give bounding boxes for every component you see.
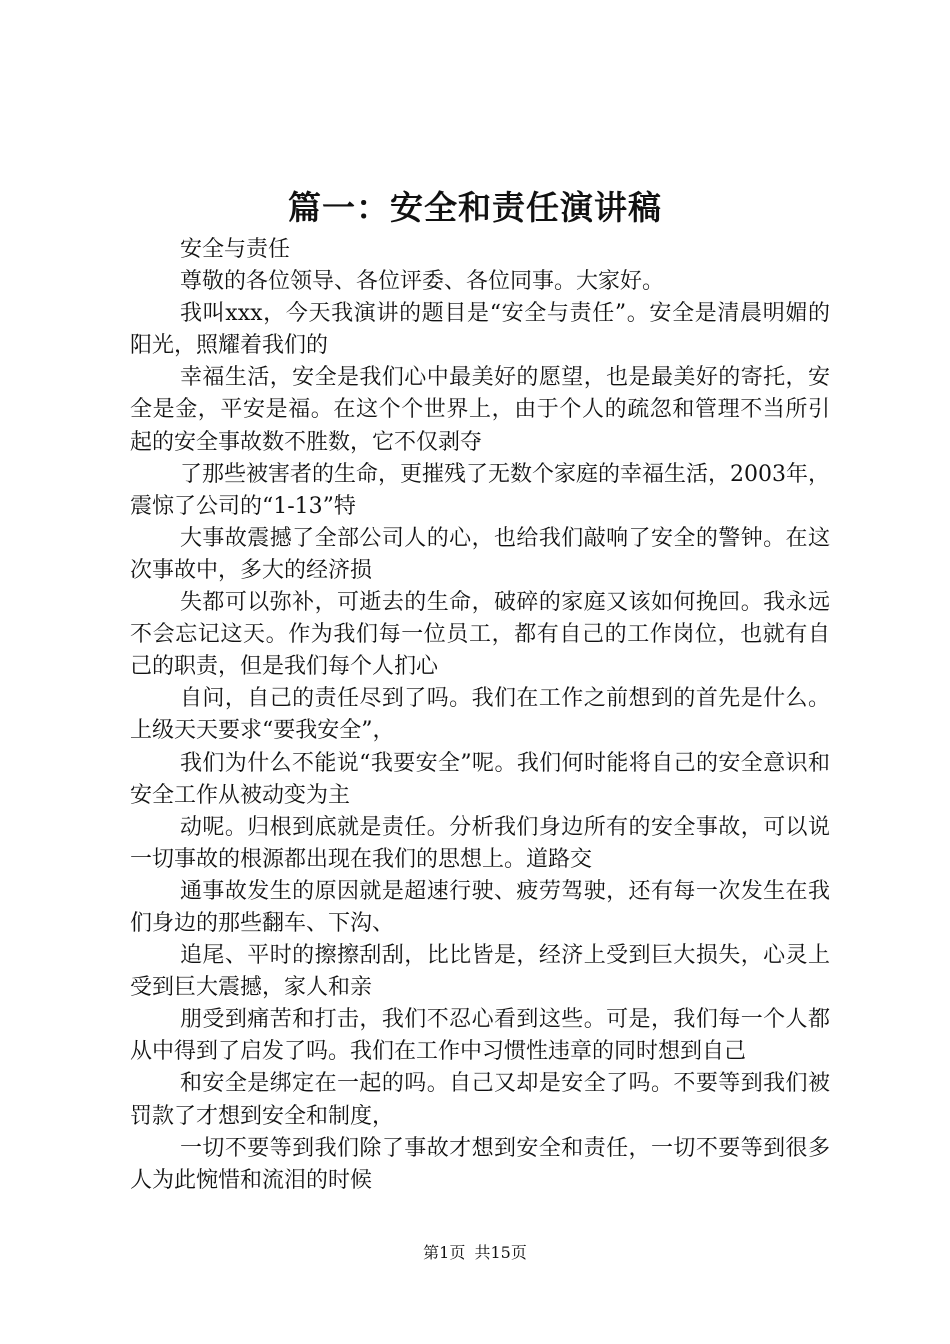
document-body — [130, 234, 830, 1197]
paragraph-subtitle: 安全与责任 — [180, 237, 291, 262]
document-title: 篇一：安全和责任演讲稿 — [288, 188, 662, 227]
paragraph: 了那些被害者的生命，更摧残了无数个家庭的幸福生活，2003年，震惊了公司的“1-13”特 — [130, 461, 830, 519]
paragraph: 和安全是绑定在一起的吗。自己又却是安全了吗。不要等到我们被罚款了才想到安全和制度， — [130, 1071, 830, 1129]
page-total: 共15页 — [474, 1243, 527, 1262]
paragraph: 动呢。归根到底就是责任。分析我们身边所有的安全事故，可以说一切事故的根源都出现在我们的思想上。道路交 — [130, 814, 830, 872]
paragraph-greeting: 尊敬的各位领导、各位评委、各位同事。大家好。 — [180, 269, 665, 295]
paragraph: 通事故发生的原因就是超速行驶、疲劳驾驶，还有每一次发生在我们身边的那些翻车、下沟、 — [130, 878, 830, 936]
page-footer — [0, 1242, 950, 1264]
paragraph: 朋受到痛苦和打击，我们不忍心看到这些。可是，我们每一个人都从中得到了启发了吗。我们在工作中习惯性违章的同时想到自己 — [130, 1007, 830, 1065]
paragraph: 幸福生活，安全是我们心中最美好的愿望，也是最美好的寄托，安全是金，平安是福。在这个个世界上，由于个人的疏忽和管理不当所引起的安全事故数不胜数，它不仅剥夺 — [130, 365, 830, 455]
page-number: 第1页 — [423, 1243, 466, 1262]
paragraph: 大事故震撼了全部公司人的心，也给我们敲响了安全的警钟。在这次事故中，多大的经济损 — [130, 525, 830, 583]
paragraph: 我叫xxx，今天我演讲的题目是“安全与责任”。安全是清晨明媚的阳光，照耀着我们的 — [130, 301, 830, 359]
paragraph: 我们为什么不能说“我要安全”呢。我们何时能将自己的安全意识和安全工作从被动变为主 — [130, 750, 830, 808]
paragraph: 失都可以弥补，可逝去的生命，破碎的家庭又该如何挽回。我永远不会忘记这天。作为我们每一位员工，都有自己的工作岗位，也就有自己的职责，但是我们每个人扪心 — [130, 590, 830, 680]
paragraph: 一切不要等到我们除了事故才想到安全和责任，一切不要等到很多人为此惋惜和流泪的时候 — [130, 1135, 830, 1193]
paragraph: 追尾、平时的擦擦刮刮，比比皆是，经济上受到巨大损失，心灵上受到巨大震撼，家人和亲 — [130, 943, 830, 1001]
paragraph: 自问，自己的责任尽到了吗。我们在工作之前想到的首先是什么。上级天天要求“要我安全”， — [130, 686, 830, 744]
